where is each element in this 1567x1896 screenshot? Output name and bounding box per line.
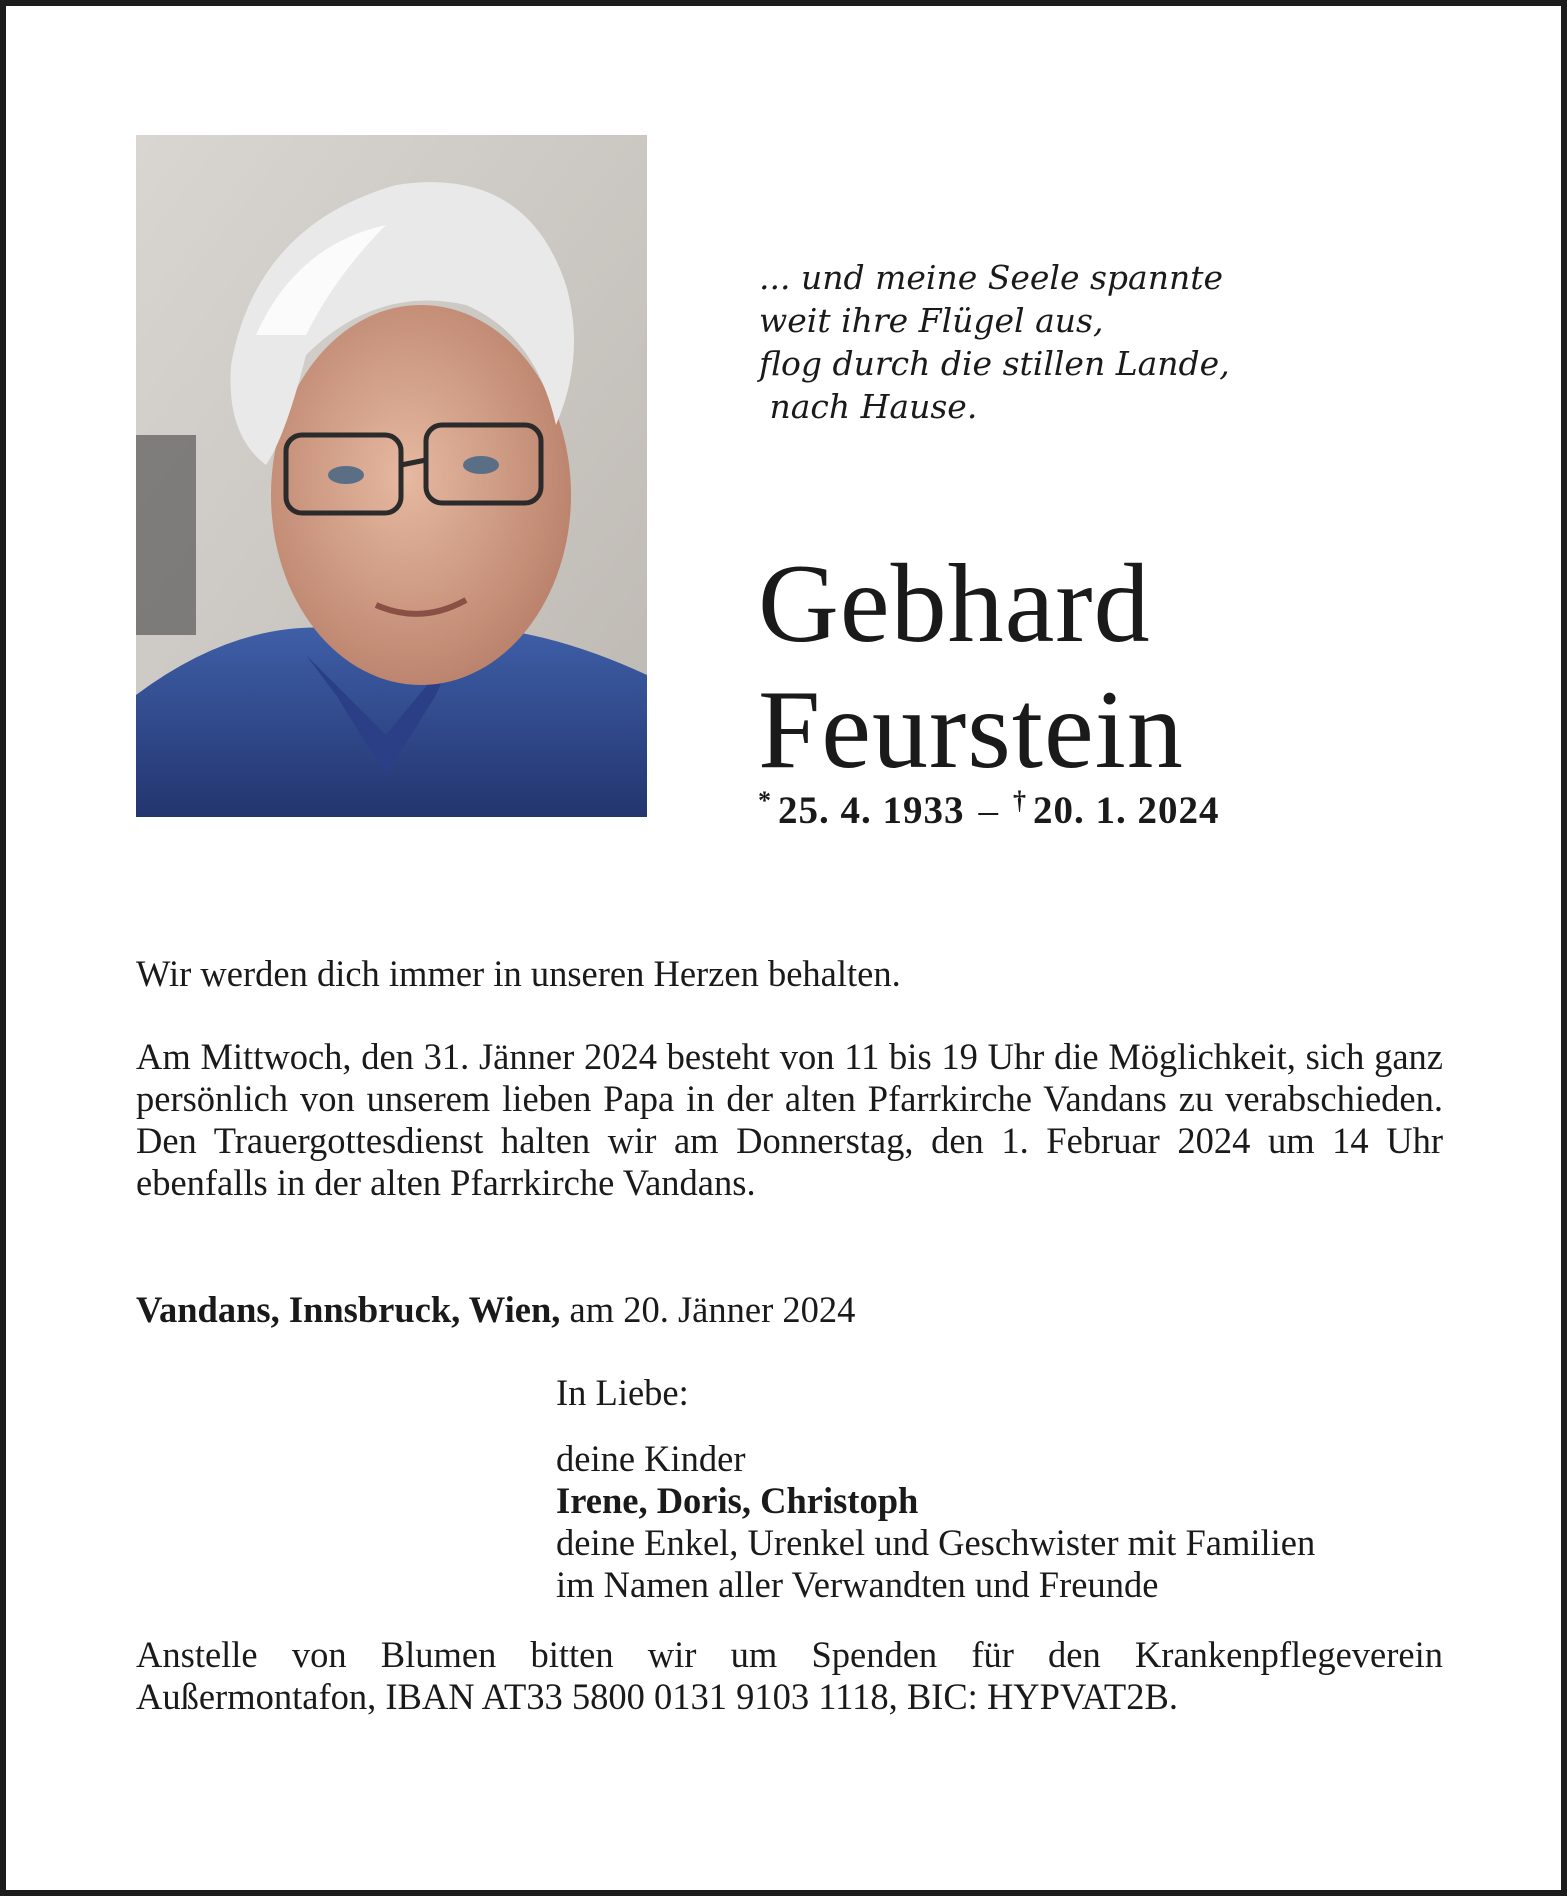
children-names: Irene, Doris, Christoph <box>556 1480 919 1521</box>
death-date: 20. 1. 2024 <box>1033 789 1220 832</box>
birth-date: 25. 4. 1933 <box>778 789 965 832</box>
farewell-paragraph: Am Mittwoch, den 31. Jänner 2024 besteht von 11 bis 19 Uhr die Möglichkeit, sich ganz persönlich von unserem lieben Papa in der alten Pfarrkirche Vandans zu verabschieden. Den Trauergottesdienst halten wir am Donnerstag, den 1. Februar 2024 um 14 Uhr ebenfalls in der alten Pfarrkirche Vandans. <box>136 1036 1443 1203</box>
poem-line: weit ihre Flügel aus, <box>759 301 1104 340</box>
first-name: Gebhard <box>758 542 1151 666</box>
relatives-line: im Namen aller Verwandten und Freunde <box>556 1564 1159 1605</box>
portrait-image <box>136 135 647 817</box>
place-date-line <box>136 1289 1443 1331</box>
date-separator: – <box>978 789 999 832</box>
signature-intro: In Liebe: <box>556 1372 689 1413</box>
deceased-name <box>758 541 1184 793</box>
donation-paragraph: Anstelle von Blumen bitten wir um Spenden für den Krankenpflegeverein Außermontafon, IBAN AT33 5800 0131 9103 1118, BIC: HYPVAT2B. <box>136 1634 1443 1717</box>
children-label: deine Kinder <box>556 1438 746 1479</box>
poem-line: flog durch die stillen Lande, <box>759 344 1230 383</box>
birth-symbol: * <box>758 786 772 815</box>
opening-sentence: Wir werden dich immer in unseren Herzen behalten. <box>136 953 901 994</box>
poem-line: nach Hause. <box>759 387 978 426</box>
poem-quote <box>759 256 1230 428</box>
life-dates <box>758 786 1220 833</box>
death-symbol: † <box>1013 786 1027 815</box>
signature-block <box>556 1372 1315 1606</box>
last-name: Feurstein <box>758 668 1184 792</box>
poem-line: ... und meine Seele spannte <box>759 258 1223 297</box>
portrait-photo <box>136 135 647 817</box>
places: Vandans, Innsbruck, Wien, <box>136 1289 561 1330</box>
place-date: am 20. Jänner 2024 <box>560 1289 856 1330</box>
family-line: deine Enkel, Urenkel und Geschwister mit Familien <box>556 1522 1316 1563</box>
